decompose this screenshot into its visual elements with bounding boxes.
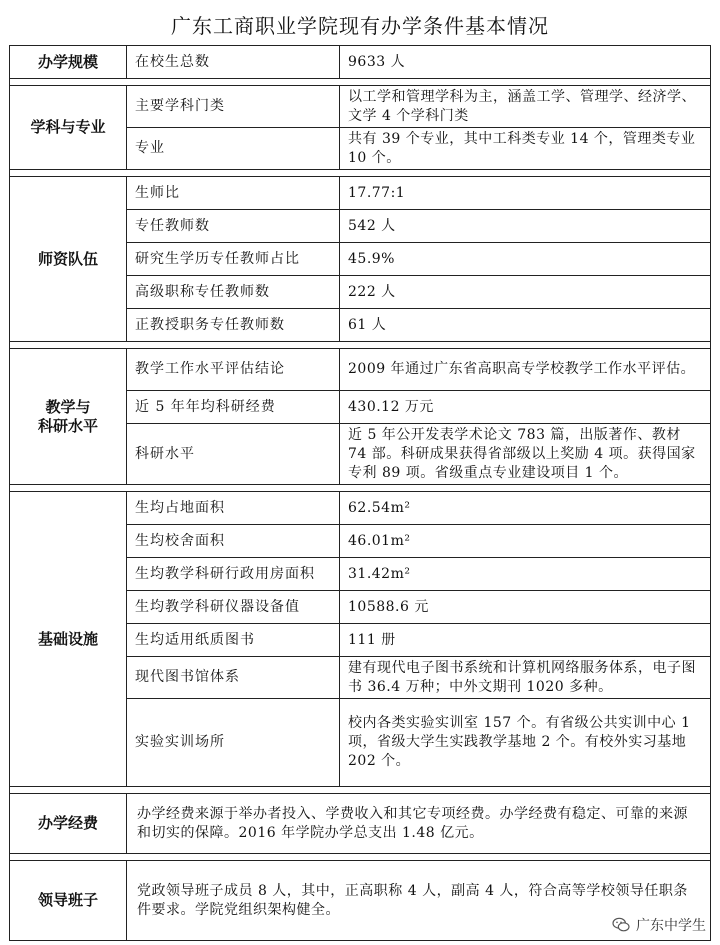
table-row [10, 861, 711, 941]
category-cell [10, 349, 127, 485]
item-cell: 实验实训场所 [127, 699, 340, 787]
table-row [10, 86, 711, 128]
section-spacer [10, 342, 711, 349]
item-cell: 生均校舍面积 [127, 525, 340, 558]
item-cell: 现代图书馆体系 [127, 657, 340, 699]
item-cell: 科研水平 [127, 424, 340, 485]
item-cell: 高级职称专任教师数 [127, 276, 340, 309]
item-cell: 正教授职务专任教师数 [127, 309, 340, 342]
value-cell: 近 5 年公开发表学术论文 783 篇，出版著作、教材 74 部。科研成果获得省部级以上奖励 4 项。获得国家专利 89 项。省级重点专业建设项目 1 个。 [340, 424, 711, 485]
value-cell: 62.54m² [340, 492, 711, 525]
section-spacer [10, 79, 711, 86]
item-cell: 在校生总数 [127, 46, 340, 79]
description-cell: 党政领导班子成员 8 人，其中，正高职称 4 人，副高 4 人，符合高等学校领导任职条件要求。学院党组织架构健全。 [127, 861, 711, 941]
value-cell: 建有现代电子图书系统和计算机网络服务体系，电子图书 36.4 万种；中外文期刊 1020 多种。 [340, 657, 711, 699]
category-cell: 领导班子 [10, 861, 127, 941]
section-spacer [10, 170, 711, 177]
table-row [10, 492, 711, 525]
value-cell: 以工学和管理学科为主，涵盖工学、管理学、经济学、文学 4 个学科门类 [340, 86, 711, 128]
wechat-icon [612, 917, 630, 933]
table-row [10, 349, 711, 391]
category-cell: 师资队伍 [10, 177, 127, 342]
watermark-text: 广东中学生 [636, 918, 706, 934]
value-cell: 222 人 [340, 276, 711, 309]
item-cell: 生均占地面积 [127, 492, 340, 525]
item-cell: 教学工作水平评估结论 [127, 349, 340, 391]
category-line: 科研水平 [37, 416, 98, 435]
value-cell: 430.12 万元 [340, 391, 711, 424]
item-cell: 研究生学历专任教师占比 [127, 243, 340, 276]
category-cell: 办学规模 [10, 46, 127, 79]
item-cell: 主要学科门类 [127, 86, 340, 128]
section-spacer [10, 854, 711, 861]
item-cell: 生均适用纸质图书 [127, 624, 340, 657]
value-cell: 9633 人 [340, 46, 711, 79]
page-title: 广东工商职业学院现有办学条件基本情况 [171, 14, 549, 38]
value-cell: 17.77:1 [340, 177, 711, 210]
table-row [10, 177, 711, 210]
conditions-table [9, 45, 711, 941]
value-cell: 45.9% [340, 243, 711, 276]
value-cell: 542 人 [340, 210, 711, 243]
category-cell: 办学经费 [10, 794, 127, 854]
item-cell: 近 5 年年均科研经费 [127, 391, 340, 424]
value-cell: 共有 39 个专业，其中工科类专业 14 个，管理类专业 10 个。 [340, 128, 711, 170]
value-cell: 校内各类实验实训室 157 个。有省级公共实训中心 1 项，省级大学生实践教学基地 2 个。有校外实习基地 202 个。 [340, 699, 711, 787]
value-cell: 111 册 [340, 624, 711, 657]
value-cell: 31.42m² [340, 558, 711, 591]
table-row [10, 794, 711, 854]
item-cell: 生师比 [127, 177, 340, 210]
category-cell: 基础设施 [10, 492, 127, 787]
item-cell: 生均教学科研行政用房面积 [127, 558, 340, 591]
value-cell: 10588.6 元 [340, 591, 711, 624]
value-cell: 2009 年通过广东省高职高专学校教学工作水平评估。 [340, 349, 711, 391]
watermark [612, 915, 706, 935]
description-cell: 办学经费来源于举办者投入、学费收入和其它专项经费。办学经费有稳定、可靠的来源和切实的保障。2016 年学院办学总支出 1.48 亿元。 [127, 794, 711, 854]
value-cell: 61 人 [340, 309, 711, 342]
value-cell: 46.01m² [340, 525, 711, 558]
category-line: 教学与 [45, 397, 91, 416]
item-cell: 专业 [127, 128, 340, 170]
category-cell: 学科与专业 [10, 86, 127, 170]
item-cell: 专任教师数 [127, 210, 340, 243]
section-spacer [10, 485, 711, 492]
table-row [10, 46, 711, 79]
section-spacer [10, 787, 711, 794]
item-cell: 生均教学科研仪器设备值 [127, 591, 340, 624]
